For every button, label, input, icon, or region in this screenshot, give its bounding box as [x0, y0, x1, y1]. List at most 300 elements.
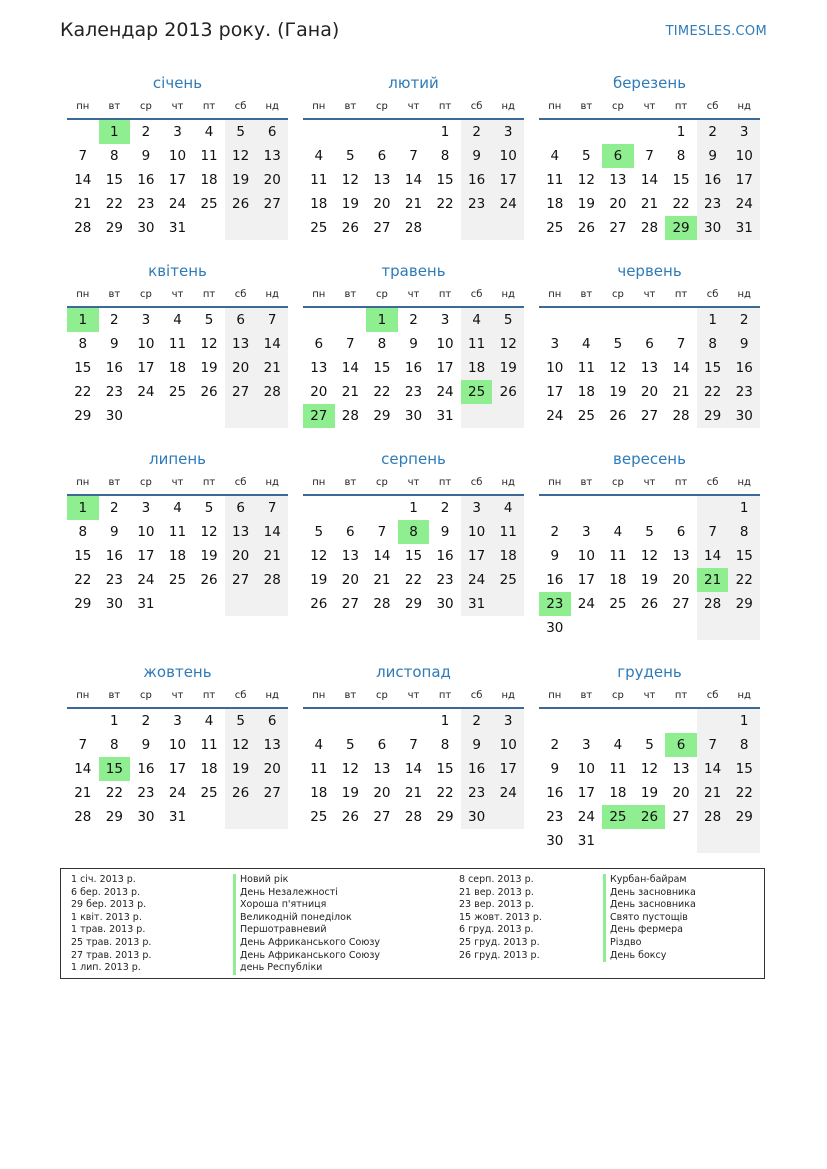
day-cell: 21	[74, 196, 92, 212]
empty-cell	[634, 308, 666, 332]
day-cell: 17	[168, 172, 187, 188]
day-cell: 20	[609, 196, 627, 212]
day-cell: 16	[546, 572, 564, 588]
day-cell: 29	[728, 592, 760, 616]
empty-cell	[571, 616, 603, 640]
legend-date: 29 бер. 2013 р.	[71, 899, 147, 911]
weekday-label: пт	[438, 476, 452, 488]
days-grid	[67, 496, 288, 616]
weekday-header	[539, 94, 760, 120]
weekday-label: чт	[407, 689, 420, 701]
legend-date: 1 січ. 2013 р.	[71, 874, 136, 885]
day-cell: 12	[341, 761, 359, 777]
day-cell: 20	[256, 757, 288, 781]
empty-cell	[256, 404, 288, 428]
month-name: липень	[148, 450, 207, 468]
day-cell: 30	[546, 620, 564, 636]
day-cell: 2	[110, 500, 119, 516]
day-cell: 8	[676, 148, 686, 164]
weekday-label: сб	[470, 476, 483, 488]
empty-cell	[162, 404, 194, 428]
month-name: серпень	[381, 450, 446, 468]
day-cell: 25	[492, 568, 524, 592]
weekday-header	[539, 282, 760, 308]
empty-cell	[303, 120, 335, 144]
day-cell: 25	[310, 809, 328, 825]
day-cell: 11	[492, 520, 524, 544]
day-cell: 16	[105, 548, 123, 564]
weekday-label: пт	[674, 100, 688, 112]
holiday-day-cell: 1	[99, 120, 131, 144]
day-cell: 24	[436, 384, 454, 400]
day-cell: 24	[137, 384, 155, 400]
day-cell: 26	[225, 192, 257, 216]
day-cell: 22	[105, 196, 123, 212]
legend-holiday-name: Новий рік	[233, 874, 380, 887]
day-cell: 13	[310, 360, 328, 376]
day-cell: 19	[225, 168, 257, 192]
weekday-label: пт	[202, 476, 216, 488]
day-cell: 11	[461, 332, 493, 356]
day-cell: 18	[609, 572, 627, 588]
weekday-label: сб	[706, 288, 719, 300]
weekday-label: пт	[674, 689, 688, 701]
day-cell: 1	[440, 124, 450, 140]
day-cell: 22	[728, 781, 760, 805]
month-9	[539, 448, 760, 640]
weekday-label: сб	[234, 689, 247, 701]
day-cell: 18	[200, 172, 218, 188]
weekday-label: пт	[202, 288, 216, 300]
day-cell: 17	[492, 168, 524, 192]
empty-cell	[366, 496, 398, 520]
day-cell: 7	[676, 336, 686, 352]
empty-cell	[697, 709, 729, 733]
day-cell: 24	[492, 781, 524, 805]
empty-cell	[665, 709, 697, 733]
day-cell: 10	[577, 548, 595, 564]
day-cell: 8	[78, 336, 88, 352]
empty-cell	[225, 805, 257, 829]
weekday-label: пт	[674, 288, 688, 300]
day-cell: 5	[346, 737, 355, 753]
month-1	[67, 72, 288, 240]
day-cell: 21	[404, 785, 423, 801]
empty-cell	[634, 120, 666, 144]
month-11	[303, 661, 524, 829]
day-cell: 10	[577, 761, 595, 777]
day-cell: 22	[373, 384, 391, 400]
day-cell: 9	[550, 548, 560, 564]
day-cell: 29	[74, 408, 92, 424]
day-cell: 21	[697, 781, 729, 805]
empty-cell	[335, 308, 367, 332]
day-cell: 17	[728, 168, 760, 192]
holiday-day-cell: 27	[303, 404, 335, 428]
weekday-label: чт	[643, 476, 656, 488]
day-cell: 20	[310, 384, 328, 400]
day-cell: 4	[613, 524, 623, 540]
day-cell: 26	[341, 809, 359, 825]
day-cell: 9	[461, 144, 493, 168]
day-cell: 10	[436, 336, 454, 352]
weekday-label: пн	[548, 476, 562, 488]
day-cell: 22	[436, 785, 454, 801]
legend-date: 6 груд. 2013 р.	[459, 924, 534, 936]
day-cell: 4	[173, 500, 182, 516]
day-cell: 30	[546, 833, 564, 849]
weekday-label: пн	[312, 100, 326, 112]
day-cell: 11	[577, 360, 595, 376]
day-cell: 23	[546, 809, 564, 825]
page-title: Календар 2013 року. (Гана)	[60, 19, 340, 41]
month-name: березень	[612, 74, 687, 92]
day-cell: 30	[137, 809, 155, 825]
empty-cell	[162, 592, 194, 616]
day-cell: 6	[256, 120, 288, 144]
day-cell: 28	[672, 408, 690, 424]
weekday-label: чт	[171, 689, 184, 701]
empty-cell	[571, 496, 603, 520]
day-cell: 9	[110, 336, 119, 352]
legend-holiday-name: день Республіки	[233, 962, 380, 975]
day-cell: 2	[550, 737, 560, 753]
month-name: жовтень	[143, 663, 212, 681]
weekday-label: пн	[548, 689, 562, 701]
empty-cell	[602, 308, 634, 332]
weekday-label: вт	[344, 288, 357, 300]
empty-cell	[461, 216, 493, 240]
legend-holiday-name: Курбан-байрам	[603, 874, 696, 887]
weekday-label: сб	[234, 100, 247, 112]
day-cell: 14	[373, 548, 391, 564]
weekday-label: пт	[202, 100, 216, 112]
day-cell: 18	[200, 761, 218, 777]
weekday-label: чт	[643, 288, 656, 300]
day-cell: 12	[577, 172, 595, 188]
weekday-header	[67, 94, 288, 120]
empty-cell	[634, 616, 666, 640]
day-cell: 1	[728, 709, 760, 733]
days-grid	[303, 120, 524, 240]
month-4	[67, 260, 288, 428]
legend-date: 1 трав. 2013 р.	[71, 924, 146, 936]
day-cell: 13	[672, 761, 690, 777]
day-cell: 12	[341, 172, 359, 188]
day-cell: 15	[74, 548, 92, 564]
day-cell: 2	[461, 120, 493, 144]
day-cell: 21	[341, 384, 359, 400]
day-cell: 4	[461, 308, 493, 332]
day-cell: 2	[141, 713, 151, 729]
weekday-label: ср	[611, 689, 624, 701]
empty-cell	[256, 216, 288, 240]
day-cell: 23	[697, 192, 729, 216]
day-cell: 11	[168, 524, 187, 540]
day-cell: 4	[550, 148, 560, 164]
empty-cell	[602, 829, 634, 853]
holiday-day-cell: 29	[665, 216, 697, 240]
day-cell: 26	[200, 572, 218, 588]
empty-cell	[634, 709, 666, 733]
day-cell: 10	[168, 148, 187, 164]
weekday-label: пт	[202, 689, 216, 701]
day-cell: 21	[404, 196, 423, 212]
day-cell: 22	[672, 196, 690, 212]
day-cell: 17	[577, 572, 595, 588]
day-cell: 14	[697, 544, 729, 568]
holiday-day-cell: 8	[398, 520, 430, 544]
legend-holiday-name: День засновника	[603, 887, 696, 900]
weekday-header	[303, 282, 524, 308]
weekday-label: пн	[76, 476, 90, 488]
day-cell: 20	[341, 572, 359, 588]
day-cell: 21	[640, 196, 659, 212]
day-cell: 2	[409, 312, 418, 328]
day-cell: 15	[697, 356, 729, 380]
weekday-label: ср	[139, 476, 152, 488]
day-cell: 18	[492, 544, 524, 568]
day-cell: 9	[728, 332, 760, 356]
legend-holiday-name: Свято пустощів	[603, 912, 696, 925]
day-cell: 17	[577, 785, 595, 801]
day-cell: 15	[436, 761, 454, 777]
day-cell: 28	[256, 568, 288, 592]
weekday-label: ср	[375, 476, 388, 488]
day-cell: 19	[200, 548, 218, 564]
day-cell: 1	[676, 124, 686, 140]
weekday-label: вт	[108, 288, 121, 300]
day-cell: 23	[404, 384, 423, 400]
weekday-label: пт	[438, 689, 452, 701]
day-cell: 11	[168, 336, 187, 352]
day-cell: 24	[728, 192, 760, 216]
legend-right-dates	[459, 874, 542, 962]
days-grid	[303, 308, 524, 428]
day-cell: 29	[436, 809, 454, 825]
empty-cell	[303, 709, 335, 733]
weekday-header	[539, 470, 760, 496]
legend-date: 25 трав. 2013 р.	[71, 936, 152, 948]
day-cell: 27	[672, 809, 690, 825]
day-cell: 30	[461, 805, 493, 829]
legend-left-dates	[71, 874, 151, 975]
day-cell: 24	[577, 596, 595, 612]
empty-cell	[492, 805, 524, 829]
day-cell: 30	[105, 596, 123, 612]
day-cell: 6	[346, 524, 355, 540]
legend-right-names	[603, 874, 696, 962]
day-cell: 9	[550, 761, 560, 777]
legend-holiday-name: День Африканського Союзу	[233, 937, 380, 950]
empty-cell	[602, 496, 634, 520]
day-cell: 8	[440, 737, 450, 753]
day-cell: 4	[582, 336, 591, 352]
day-cell: 23	[105, 572, 123, 588]
month-10	[67, 661, 288, 829]
day-cell: 3	[141, 312, 151, 328]
day-cell: 31	[137, 596, 155, 612]
day-cell: 1	[110, 713, 119, 729]
month-5	[303, 260, 524, 428]
holiday-day-cell: 26	[634, 805, 666, 829]
day-cell: 19	[492, 356, 524, 380]
legend-holiday-name: День фермера	[603, 924, 696, 937]
day-cell: 20	[640, 384, 659, 400]
day-cell: 2	[728, 308, 760, 332]
day-cell: 10	[137, 524, 155, 540]
legend-date: 1 лип. 2013 р.	[71, 962, 141, 974]
legend-holiday-name: День боксу	[603, 950, 696, 963]
day-cell: 11	[546, 172, 564, 188]
weekday-label: вт	[108, 100, 121, 112]
day-cell: 31	[577, 833, 595, 849]
empty-cell	[634, 829, 666, 853]
day-cell: 3	[582, 737, 591, 753]
legend-date: 6 бер. 2013 р.	[71, 886, 141, 898]
day-cell: 18	[546, 196, 564, 212]
day-cell: 9	[697, 144, 729, 168]
day-cell: 15	[728, 757, 760, 781]
empty-cell	[429, 216, 461, 240]
weekday-label: ср	[139, 288, 152, 300]
day-cell: 23	[728, 380, 760, 404]
weekday-label: вт	[580, 689, 593, 701]
day-cell: 28	[373, 596, 391, 612]
weekday-label: сб	[234, 476, 247, 488]
day-cell: 14	[697, 757, 729, 781]
holiday-day-cell: 25	[602, 805, 634, 829]
day-cell: 24	[546, 408, 564, 424]
weekday-label: чт	[171, 288, 184, 300]
day-cell: 25	[546, 220, 564, 236]
day-cell: 10	[461, 520, 493, 544]
day-cell: 16	[404, 360, 423, 376]
weekday-label: вт	[580, 100, 593, 112]
month-name: червень	[617, 262, 682, 280]
day-cell: 11	[310, 761, 328, 777]
day-cell: 26	[577, 220, 595, 236]
day-cell: 9	[440, 524, 450, 540]
legend-holiday-name: Першотравневий	[233, 924, 380, 937]
day-cell: 2	[461, 709, 493, 733]
day-cell: 10	[492, 144, 524, 168]
legend-left-names	[233, 874, 380, 975]
legend-date: 8 серп. 2013 р.	[459, 874, 534, 885]
empty-cell	[697, 616, 729, 640]
day-cell: 11	[609, 548, 627, 564]
day-cell: 19	[609, 384, 627, 400]
day-cell: 2	[440, 500, 450, 516]
day-cell: 7	[645, 148, 654, 164]
empty-cell	[303, 308, 335, 332]
legend-holiday-name: Різдво	[603, 937, 696, 950]
day-cell: 26	[492, 380, 524, 404]
day-cell: 28	[404, 809, 423, 825]
day-cell: 23	[436, 572, 454, 588]
day-cell: 19	[341, 196, 359, 212]
weekday-label: нд	[737, 100, 751, 112]
day-cell: 8	[728, 520, 760, 544]
legend-holiday-name: День засновника	[603, 899, 696, 912]
weekday-header	[67, 683, 288, 709]
weekday-label: вт	[108, 689, 121, 701]
day-cell: 24	[168, 785, 187, 801]
day-cell: 12	[609, 360, 627, 376]
day-cell: 8	[728, 733, 760, 757]
day-cell: 20	[672, 572, 690, 588]
day-cell: 16	[546, 785, 564, 801]
days-grid	[539, 308, 760, 428]
day-cell: 16	[728, 356, 760, 380]
day-cell: 12	[492, 332, 524, 356]
day-cell: 22	[728, 568, 760, 592]
day-cell: 16	[137, 761, 155, 777]
empty-cell	[335, 709, 367, 733]
legend-date: 26 груд. 2013 р.	[459, 949, 540, 961]
empty-cell	[335, 496, 367, 520]
day-cell: 3	[440, 312, 450, 328]
day-cell: 27	[373, 220, 391, 236]
day-cell: 6	[377, 148, 387, 164]
day-cell: 19	[225, 757, 257, 781]
day-cell: 3	[582, 524, 591, 540]
day-cell: 26	[225, 781, 257, 805]
empty-cell	[193, 404, 225, 428]
day-cell: 30	[436, 596, 454, 612]
day-cell: 13	[341, 548, 359, 564]
day-cell: 20	[672, 785, 690, 801]
weekday-label: пн	[76, 689, 90, 701]
legend-date: 21 вер. 2013 р.	[459, 886, 534, 898]
day-cell: 29	[728, 805, 760, 829]
empty-cell	[539, 308, 571, 332]
month-name: січень	[152, 74, 203, 92]
empty-cell	[697, 496, 729, 520]
day-cell: 18	[461, 356, 493, 380]
brand-link[interactable]: TIMESLES.COM	[665, 24, 767, 39]
days-grid	[67, 709, 288, 829]
day-cell: 27	[256, 192, 288, 216]
day-cell: 7	[78, 737, 88, 753]
day-cell: 1	[409, 500, 418, 516]
day-cell: 5	[645, 737, 654, 753]
empty-cell	[571, 308, 603, 332]
day-cell: 4	[314, 148, 324, 164]
day-cell: 29	[105, 809, 123, 825]
day-cell: 28	[341, 408, 359, 424]
days-grid	[303, 496, 524, 616]
day-cell: 5	[492, 308, 524, 332]
day-cell: 8	[697, 332, 729, 356]
weekday-label: нд	[501, 689, 515, 701]
day-cell: 17	[137, 548, 155, 564]
legend-date: 23 вер. 2013 р.	[459, 899, 534, 911]
weekday-label: ср	[611, 288, 624, 300]
day-cell: 10	[546, 360, 564, 376]
day-cell: 23	[461, 781, 493, 805]
day-cell: 8	[78, 524, 88, 540]
day-cell: 6	[225, 308, 257, 332]
day-cell: 7	[697, 733, 729, 757]
day-cell: 9	[461, 733, 493, 757]
day-cell: 3	[728, 120, 760, 144]
day-cell: 8	[377, 336, 387, 352]
empty-cell	[193, 216, 225, 240]
day-cell: 30	[697, 216, 729, 240]
day-cell: 12	[640, 548, 659, 564]
weekday-label: сб	[470, 288, 483, 300]
